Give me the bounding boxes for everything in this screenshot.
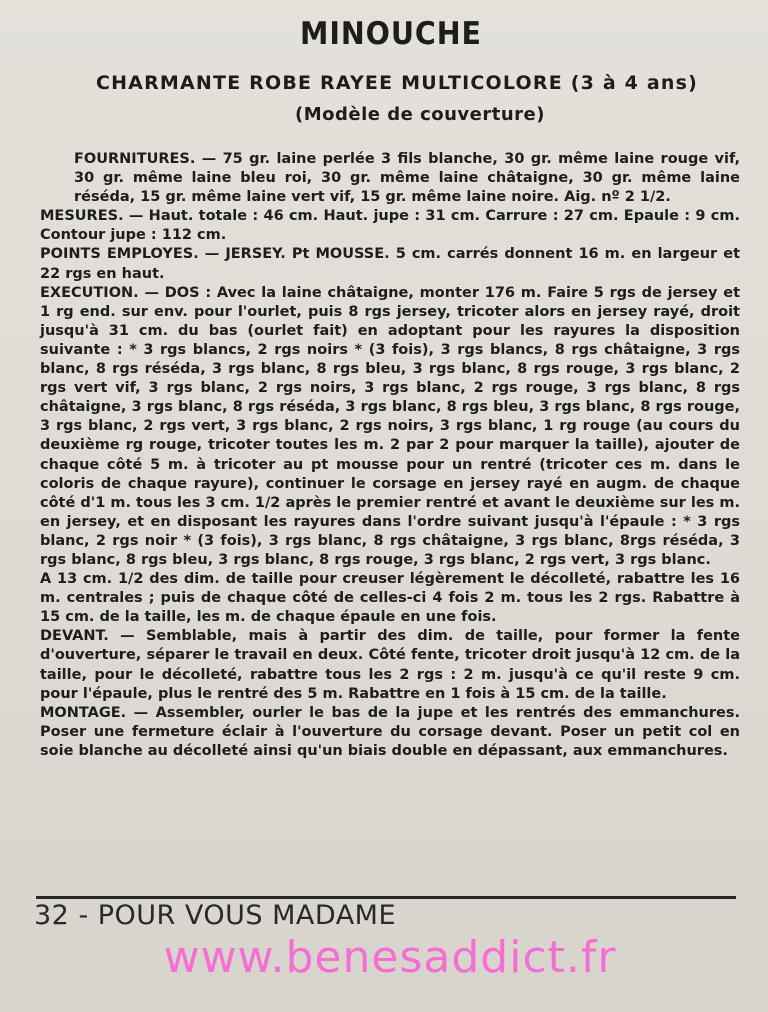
section-montage [40,704,740,761]
section-label: POINTS EMPLOYES. [40,246,199,263]
section-devant [40,627,740,703]
pattern-instructions [40,150,740,761]
section-execution [40,284,740,570]
section-label: MONTAGE. [40,704,127,721]
section-mesures [40,207,740,245]
watermark: www.benesaddict.fr [163,932,617,983]
section-fournitures [40,150,740,207]
section-text: — DOS : Avec la laine châtaigne, monter 176 m. Faire 5 rgs de jersey et 1 rg end. sur env. pour l'ourlet, puis 8 rgs jersey, tricoter alors en jersey rayé, droit jusqu'à 31 cm. du bas (ourlet fait) en adoptant pour les rayures la disposition suivante : * 3 rgs blancs, 2 rgs noirs * (3 fois), 3 rgs blancs, 8 rgs châtaigne, 3 rgs blanc, 8 rgs réséda, 3 rgs blanc, 8 rgs bleu, 3 rgs blanc, 8 rgs rouge, 3 rgs blanc, 2 rgs vert vif, 3 rgs blanc, 2 rgs noirs, 3 rgs blanc, 2 rgs rouge, 3 rgs blanc, 8 rgs châtaigne, 3 rgs blanc, 8 rgs réséda, 3 rgs blanc, 8 rgs bleu, 3 rgs blanc, 8 rgs rouge, 3 rgs blanc, 2 rgs vert, 3 rgs blanc, 2 rgs noirs, 3 rgs blanc, 1 rg rouge (au cours du deuxième rg rouge, tricoter toutes les m. 2 par 2 pour marquer la taille), ajouter de chaque côté 5 m. à tricoter au pt mousse pour un rentré (tricoter ces m. dans le coloris de chaque rayure), continuer le corsage en jersey rayé en augm. de chaque côté d'1 m. tous les 3 cm. 1/2 après le premier rentré et avant le deuxième sur les m. en jersey, et en disposant les rayures dans l'ordre suivant jusqu'à l'épaule : * 3 rgs blanc, 2 rgs noir * (3 fois), 3 rgs blanc, 8 rgs châtaigne, 3 rgs blanc, 8rgs réséda, 3 rgs blanc, 8 rgs bleu, 3 rgs blanc, 8 rgs rouge, 3 rgs blanc, 2 rgs vert, 3 rgs blanc. [40,284,740,568]
section-points [40,245,740,283]
section-label: FOURNITURES. [74,151,196,167]
section-text: — 75 gr. laine perlée 3 fils blanche, 30 gr. même laine rouge vif, 30 gr. même laine bleu roi, 30 gr. même laine châtaigne, 30 gr. même laine réséda, 15 gr. même laine vert vif, 15 gr. même laine noire. Aig. nº 2 1/2. [74,151,740,206]
footer-divider [36,896,736,899]
section-label: DEVANT. [40,628,109,645]
page-title: MINOUCHE [300,16,482,52]
section-text: — JERSEY. Pt MOUSSE. 5 cm. carrés donnent 16 m. en largeur et 22 rgs en haut. [40,246,740,282]
section-text: — Semblable, mais à partir des dim. de taille, pour former la fente d'ouverture, séparer le travail en deux. Côté fente, tricoter droit jusqu'à 12 cm. de la taille, pour le décolleté, rabattre tous les 2 rgs : 2 m. jusqu'à ce qu'il reste 9 cm. pour l'épaule, plus le rentré des 5 m. Rabattre en 1 fois à 15 cm. de la taille. [40,628,740,702]
section-decollete [40,570,740,627]
section-text: — Assembler, ourler le bas de la jupe et les rentrés des emmanchures. Poser une fermeture éclair à l'ouverture du corsage devant. Poser un petit col en soie blanche au décolleté ainsi qu'un biais double en dépassant, aux emmanchures. [40,704,740,759]
section-label: EXECUTION. [40,284,139,301]
page-footer: 32 - POUR VOUS MADAME [34,900,397,931]
section-text: A 13 cm. 1/2 des dim. de taille pour creuser légèrement le décolleté, rabattre les 16 m. centrales ; puis de chaque côté de celles-ci 4 fois 2 m. tous les 2 rgs. Rabattre à 15 cm. de la taille, les m. de chaque épaule en une fois. [40,571,740,626]
page-subtitle: CHARMANTE ROBE RAYEE MULTICOLORE (3 à 4 ans) [95,72,699,94]
section-text: — Haut. totale : 46 cm. Haut. jupe : 31 cm. Carrure : 27 cm. Epaule : 9 cm. Contour jupe : 112 cm. [40,208,740,244]
page-subtitle-note: (Modèle de couverture) [294,104,545,125]
section-label: MESURES. [40,208,124,225]
